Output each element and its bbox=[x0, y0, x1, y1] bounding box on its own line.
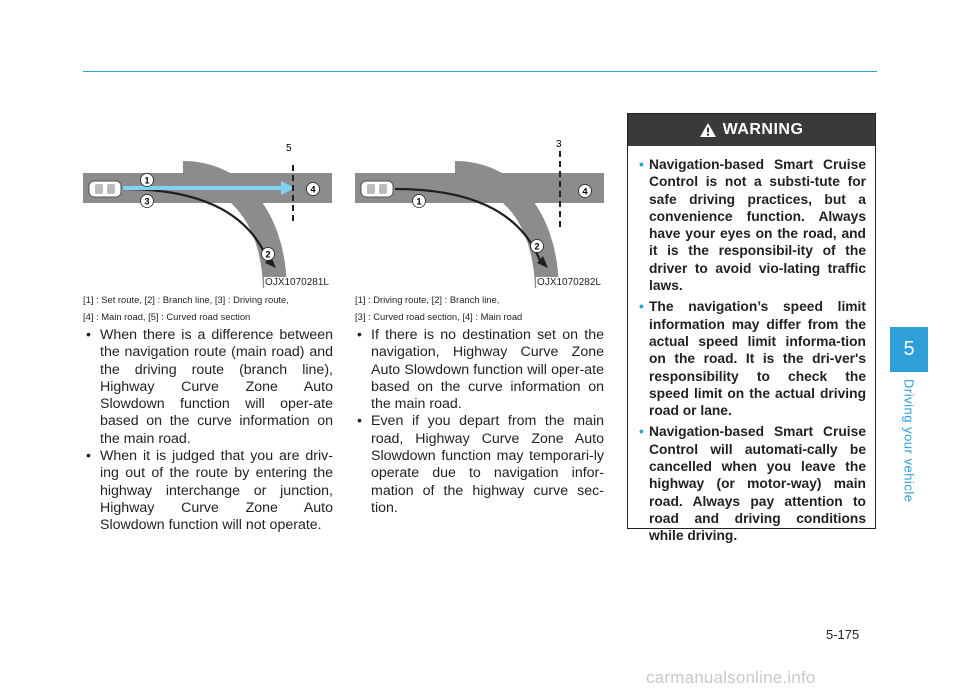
marker-4 bbox=[307, 183, 320, 196]
list-item bbox=[639, 423, 866, 544]
marker-2-label: 2 bbox=[534, 241, 540, 252]
figure-2-illustration bbox=[355, 113, 604, 288]
list-item bbox=[86, 327, 333, 448]
list-item-text: Even if you depart from the main road, Highway Curve Zone Auto Slowdown function may temporari-ly operate due to navigation infor-mation of the highway curve sec-tion. bbox=[371, 413, 604, 516]
bullet-dot: • bbox=[357, 327, 362, 343]
marker-3-label: 3 bbox=[144, 196, 150, 207]
list-item-text: If there is no destination set on the navigation, Highway Curve Zone Auto Slowdown function will oper-ate based on the curve information on the main road. bbox=[371, 327, 604, 413]
chapter-number-tab: 5 bbox=[890, 327, 928, 372]
marker-3-label: 3 bbox=[556, 139, 562, 150]
chapter-title: Driving your vehicle bbox=[901, 379, 917, 503]
car-icon bbox=[361, 181, 393, 197]
header-rule bbox=[83, 71, 877, 72]
caption-line: [1] : Driving route, [2] : Branch line, bbox=[355, 294, 500, 305]
figure-1-code: OJX1070281L bbox=[265, 277, 329, 288]
list-item-text: When there is a difference between the navigation route (main road) and the driving route (branch line), Highway Curve Zone Auto Slowdown function will oper-ate based on the curve information on the main road. bbox=[100, 327, 333, 447]
list-item bbox=[357, 413, 604, 517]
bullet-dot: • bbox=[357, 413, 362, 430]
figure-2-caption bbox=[355, 291, 604, 325]
list-item bbox=[639, 156, 866, 294]
list-item-text: The navigation’s speed limit information may differ from the actual speed limit informa-tion on the road. It is the dri-ver's responsibility to check the speed limit on the actual driving road or lane. bbox=[649, 299, 866, 419]
bullet-dot: • bbox=[639, 299, 644, 315]
marker-1 bbox=[413, 195, 426, 208]
list-item-text: When it is judged that you are driv-ing out of the route by entering the highway interchange or junction, Highway Curve Zone Auto Slowdown function will not operate. bbox=[100, 448, 333, 534]
warning-title: WARNING bbox=[722, 121, 804, 138]
caption-line: [1] : Set route, [2] : Branch line, [3] : Driving route, bbox=[83, 294, 289, 305]
marker-2-label: 2 bbox=[265, 249, 271, 260]
watermark: carmanualsonline.info bbox=[646, 668, 816, 687]
marker-1 bbox=[141, 174, 154, 187]
caption-line: [4] : Main road, [5] : Curved road section bbox=[83, 311, 251, 322]
marker-4-label: 4 bbox=[582, 186, 588, 197]
warning-header bbox=[628, 114, 875, 146]
bullet-dot: • bbox=[86, 448, 91, 465]
chapter-title-vertical bbox=[900, 379, 918, 509]
warning-box bbox=[627, 113, 876, 544]
figure-1-caption bbox=[83, 291, 332, 325]
marker-2 bbox=[531, 240, 544, 253]
list-item-text: Navigation-based Smart Cruise Control will automati-cally be cancelled when you leave the highway (or motor-way) main road. Always pay attention to road and driving conditions while driving. bbox=[649, 424, 866, 544]
marker-2 bbox=[262, 248, 275, 261]
marker-4 bbox=[579, 185, 592, 198]
marker-5-label: 5 bbox=[286, 143, 292, 154]
warning-triangle-icon bbox=[700, 123, 716, 137]
bullet-dot: • bbox=[639, 424, 644, 440]
list-item-text: Navigation-based Smart Cruise Control is not a substi-tute for safe driving practices, but a convenience function. Always have your eyes on the road, and it is the responsibil-ity of the driver to avoid vio-lating traffic laws. bbox=[649, 157, 866, 294]
figure-1-illustration bbox=[83, 113, 332, 288]
bullet-dot: • bbox=[86, 327, 91, 343]
list-item bbox=[639, 298, 866, 419]
list-item bbox=[357, 327, 604, 413]
figure-1-diagram bbox=[83, 113, 332, 288]
marker-3 bbox=[141, 195, 154, 208]
figure-2-diagram bbox=[355, 113, 604, 288]
bullet-dot: • bbox=[639, 157, 644, 172]
middle-bullet-list bbox=[357, 327, 604, 517]
car-icon bbox=[89, 181, 121, 197]
caption-line: [3] : Curved road section, [4] : Main road bbox=[355, 311, 523, 322]
figure-2-code: OJX1070282L bbox=[537, 277, 601, 288]
left-bullet-list bbox=[86, 327, 333, 535]
marker-4-label: 4 bbox=[310, 184, 316, 195]
page-number: 5-175 bbox=[826, 627, 860, 642]
marker-1-label: 1 bbox=[144, 175, 150, 186]
warning-list bbox=[628, 146, 875, 545]
marker-1-label: 1 bbox=[416, 196, 422, 207]
list-item bbox=[86, 448, 333, 534]
